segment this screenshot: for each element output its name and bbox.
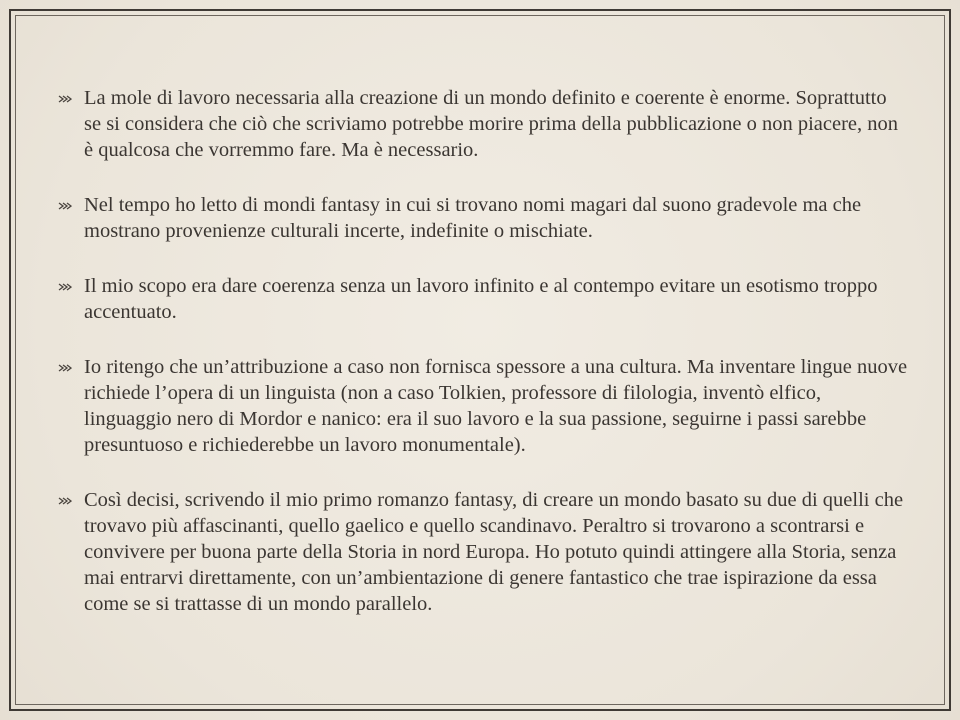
bullet-item [58,85,908,163]
bullet-text: Io ritengo che un’attribuzione a caso non fornisca spessore a una cultura. Ma inventare lingue nuove richiede l’opera di un linguista (non a caso Tolkien, professore di filologia, inventò elfico, linguaggio nero di Mordor e nanico: era il suo lavoro e la sua passione, seguirne i passi sarebbe presuntuoso e richiederebbe un lavoro monumentale). [84,356,908,456]
bullet-text: Così decisi, scrivendo il mio primo romanzo fantasy, di creare un mondo basato su due di quelli che trovavo più affascinanti, quello gaelico e quello scandinavo. Peraltro si trovarono a scontrarsi e convivere per buona parte della Storia in nord Europa. Ho potuto quindi attingere alla Storia, senza mai entrarvi direttamente, con un’ambientazione di genere fantastico che trae ispirazione da essa come se si trattasse di un mondo parallelo. [84,489,904,615]
bullet-text: Il mio scopo era dare coerenza senza un lavoro infinito e al contempo evitare un esotismo troppo accentuato. [84,275,878,323]
feather-arrow-icon [58,496,72,506]
bullet-text: La mole di lavoro necessaria alla creazione di un mondo definito e coerente è enorme. Soprattutto se si considera che ciò che scriviamo potrebbe morire prima della pubblicazione o non piacere, non è qualcosa che vorremmo fare. Ma è necessario. [84,87,898,161]
bullet-item [58,192,908,244]
feather-arrow-icon [58,282,72,292]
bullet-item [58,354,908,458]
feather-arrow-icon [58,201,72,211]
feather-arrow-icon [58,94,72,104]
bullet-item [58,273,908,325]
bullet-list [58,85,908,646]
feather-arrow-icon [58,363,72,373]
bullet-text: Nel tempo ho letto di mondi fantasy in cui si trovano nomi magari dal suono gradevole ma che mostrano provenienze culturali incerte, indefinite o mischiate. [84,194,862,242]
bullet-item [58,487,908,617]
